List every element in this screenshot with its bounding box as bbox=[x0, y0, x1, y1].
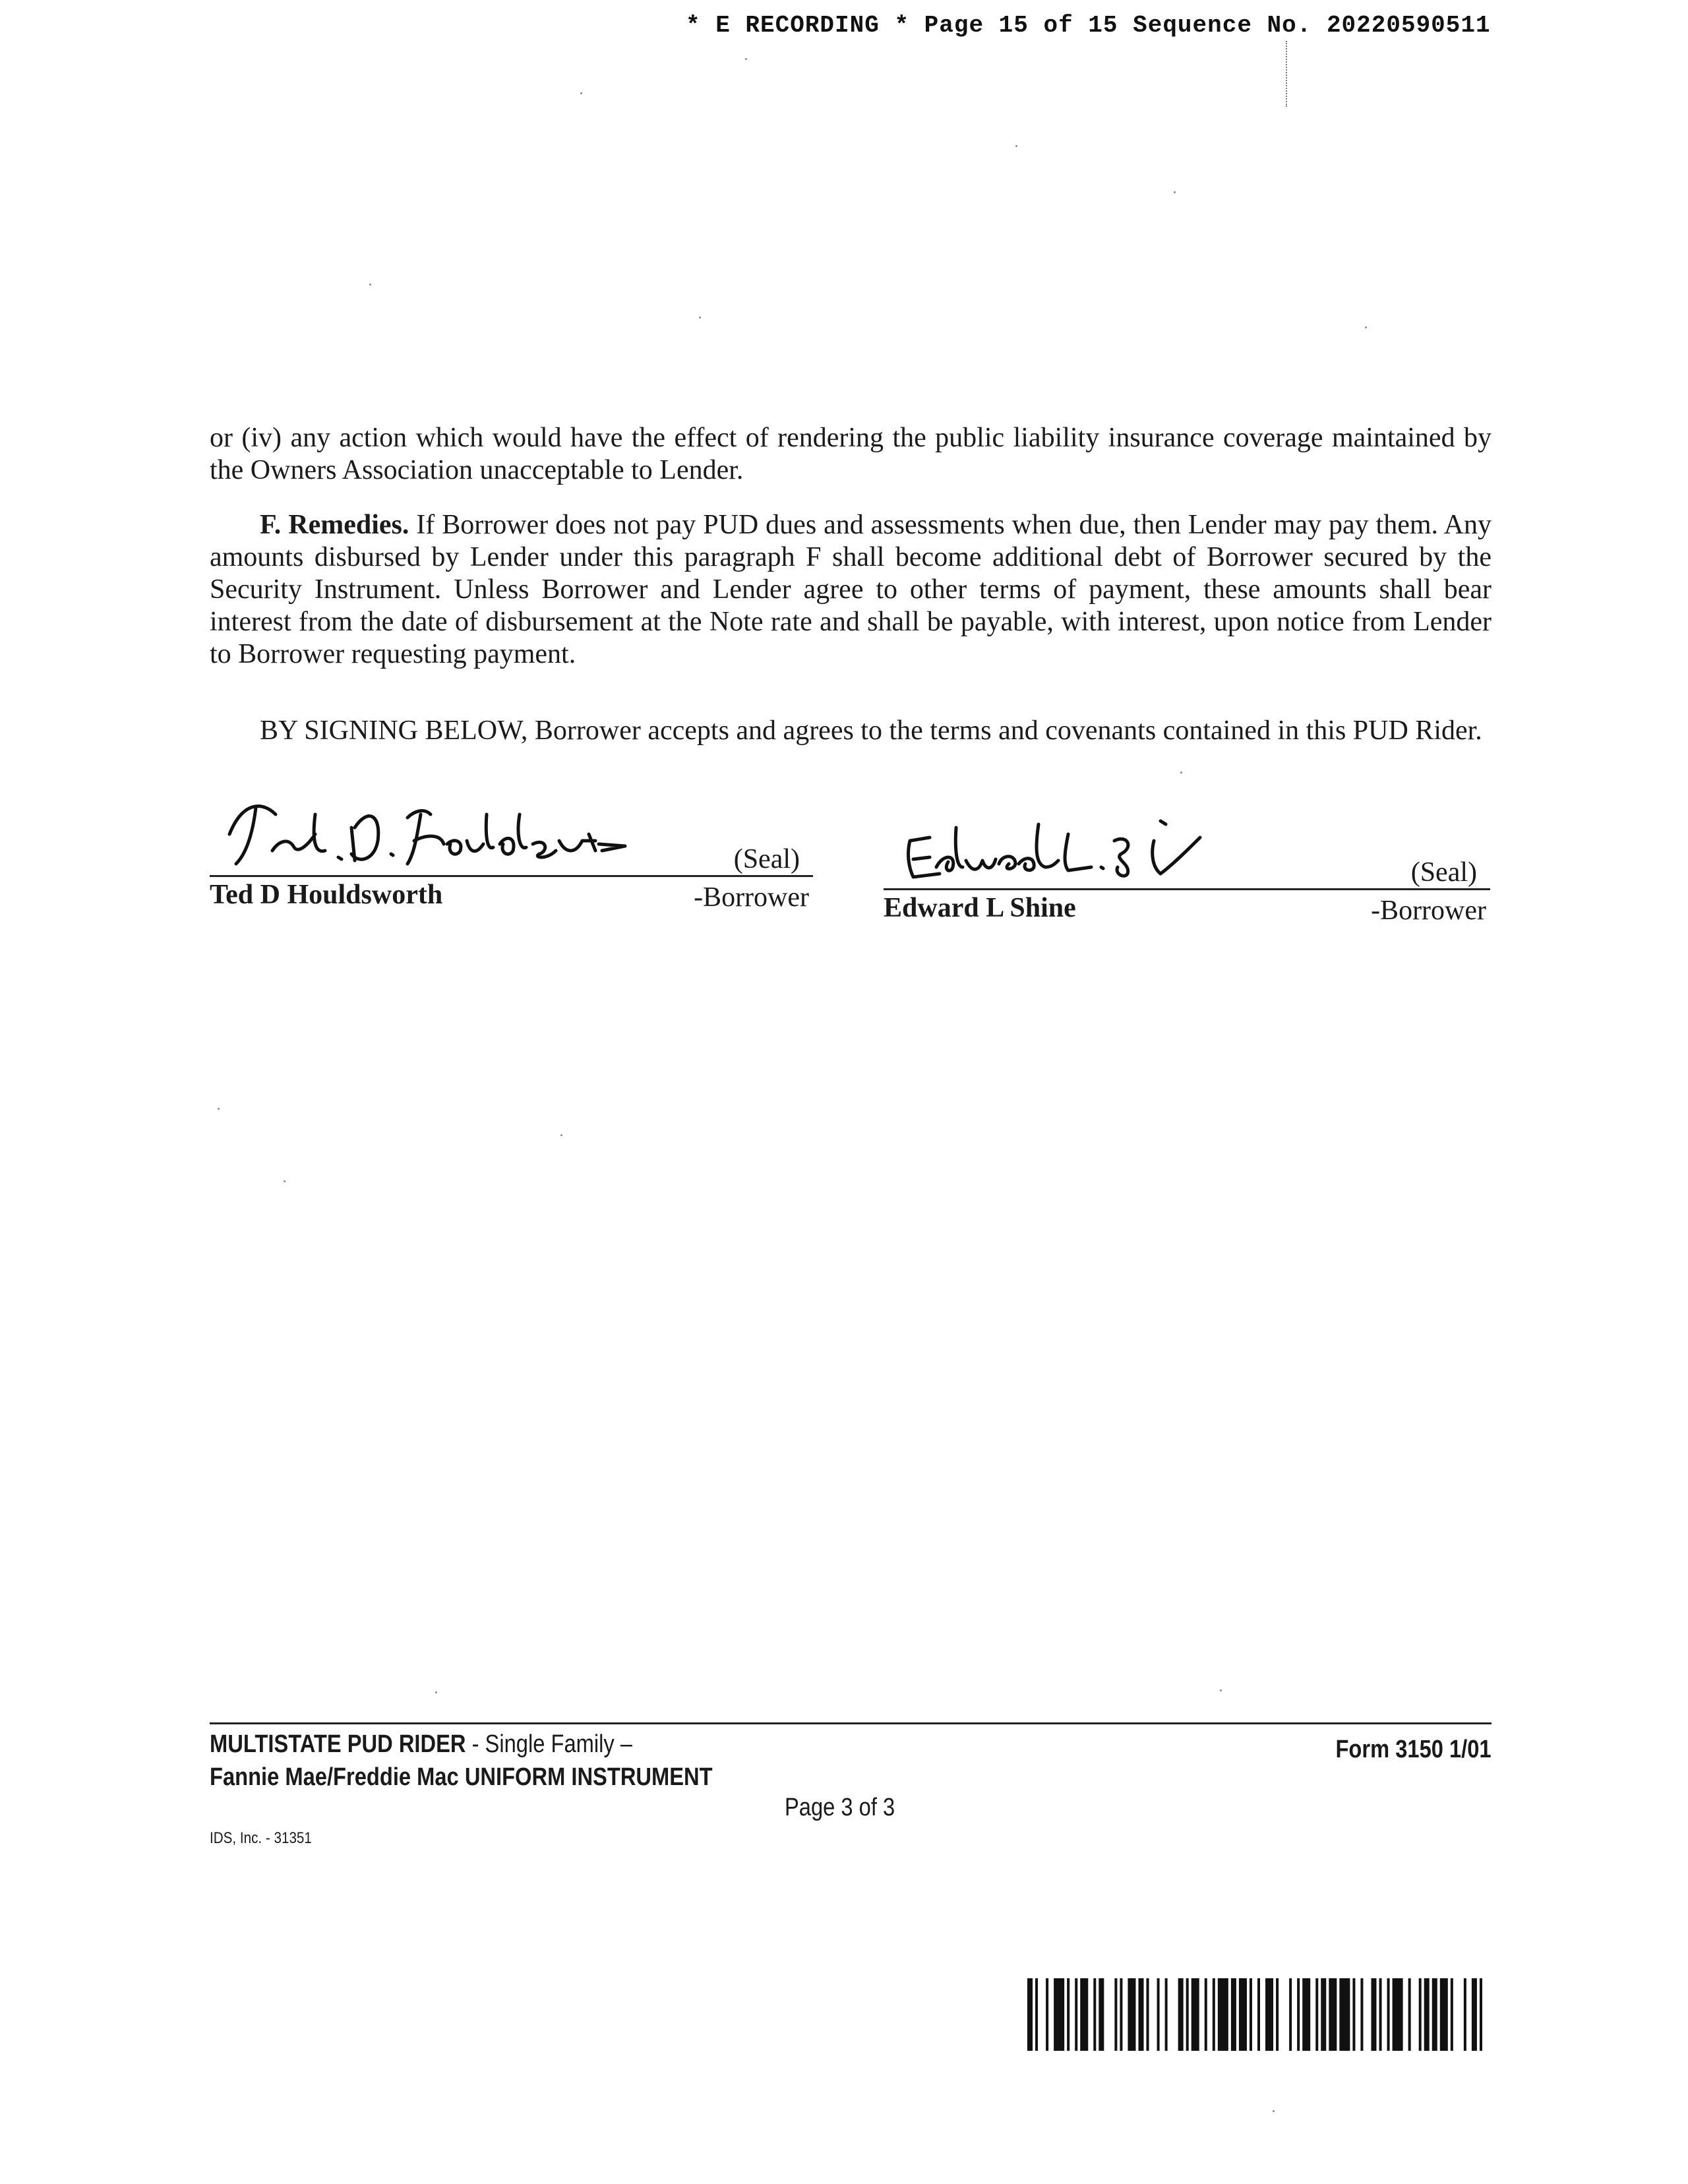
footer-title-line-2: Fannie Mae/Freddie Mac UNIFORM INSTRUMENT bbox=[210, 1763, 713, 1791]
barcode-bar bbox=[1472, 1978, 1477, 2051]
scan-speck bbox=[699, 317, 701, 318]
barcode-bar bbox=[1213, 1978, 1215, 2051]
remedies-heading: F. Remedies. bbox=[260, 510, 409, 540]
barcode-bar bbox=[1464, 1978, 1466, 2051]
handwritten-signature-1 bbox=[216, 788, 638, 874]
paragraph-iv: or (iv) any action which would have the effect of rendering the public liability insurance coverage maintained by the Owners Association unacceptable to Lender. bbox=[210, 423, 1492, 485]
barcode-bar bbox=[1276, 1978, 1279, 2051]
barcode-bar bbox=[1046, 1978, 1048, 2051]
signature-block-borrower-1 bbox=[210, 788, 813, 920]
barcode-bar bbox=[1054, 1978, 1064, 2051]
signature-block-borrower-2 bbox=[884, 801, 1490, 933]
scan-speck bbox=[1273, 2110, 1275, 2112]
barcode-bar bbox=[1178, 1978, 1184, 2051]
footer-form-title bbox=[210, 1728, 713, 1794]
barcode-bar bbox=[1035, 1978, 1038, 2051]
barcode-bar bbox=[1027, 1978, 1033, 2051]
remedies-body: If Borrower does not pay PUD dues and assessments when due, then Lender may pay them. Any amounts disbursed by Lender under this paragraph F shall become additional debt of Borrower secured by the Security Instrument. Unless Borrower and Lender agree to other terms of payment, these amounts shall bear interest from the date of disbursement at the Note rate and shall be payable, with interest, upon notice from Lender to Borrower requesting payment. bbox=[210, 510, 1492, 669]
barcode-bar bbox=[1289, 1978, 1292, 2051]
signer-role-1: -Borrower bbox=[694, 882, 809, 913]
barcode-bar bbox=[1157, 1978, 1160, 2051]
barcode-bar bbox=[1440, 1978, 1448, 2051]
scan-speck bbox=[284, 1180, 286, 1182]
barcode-bar bbox=[1186, 1978, 1189, 2051]
barcode-bar bbox=[1408, 1978, 1411, 2051]
scan-speck bbox=[369, 284, 371, 286]
barcode-bar bbox=[1257, 1978, 1260, 2051]
signer-role-2: -Borrower bbox=[1371, 895, 1486, 926]
seal-label-2: (Seal) bbox=[1410, 857, 1477, 888]
barcode-bar bbox=[1315, 1978, 1318, 2051]
scan-speck bbox=[745, 58, 747, 60]
barcode-bar bbox=[1387, 1978, 1390, 2051]
scan-speck bbox=[1365, 326, 1367, 328]
signer-name-2: Edward L Shine bbox=[884, 893, 1076, 923]
barcode-bar bbox=[1360, 1978, 1363, 2051]
barcode-image bbox=[1027, 1978, 1490, 2051]
barcode-bar bbox=[1128, 1978, 1135, 2051]
barcode-bar bbox=[1265, 1978, 1273, 2051]
barcode-bar bbox=[1480, 1978, 1482, 2051]
barcode-bar bbox=[1432, 1978, 1437, 2051]
barcode-bar bbox=[1218, 1978, 1228, 2051]
paragraph-signing: BY SIGNING BELOW, Borrower accepts and agrees to the terms and covenants contained in this PUD Rider. bbox=[260, 715, 1482, 746]
scan-speck bbox=[218, 1108, 220, 1110]
recording-header: * E RECORDING * Page 15 of 15 Sequence No. 20220590511 bbox=[686, 12, 1491, 39]
barcode-bar bbox=[1419, 1978, 1422, 2051]
scan-speck bbox=[560, 1134, 562, 1136]
barcode-bar bbox=[1138, 1978, 1143, 2051]
seal-label-1: (Seal) bbox=[733, 844, 800, 874]
barcode-bar bbox=[1352, 1978, 1355, 2051]
paragraph-remedies bbox=[210, 509, 1492, 671]
barcode-bar bbox=[1451, 1978, 1453, 2051]
scan-speck bbox=[1180, 772, 1182, 774]
barcode-bar bbox=[1080, 1978, 1088, 2051]
barcode-bar bbox=[1099, 1978, 1104, 2051]
barcode-bar bbox=[1297, 1978, 1300, 2051]
barcode-bar bbox=[1165, 1978, 1168, 2051]
barcode-bar bbox=[1329, 1978, 1337, 2051]
form-number: Form 3150 1/01 bbox=[1335, 1736, 1492, 1763]
footer-divider bbox=[210, 1722, 1492, 1724]
barcode-bar bbox=[1339, 1978, 1350, 2051]
barcode-bar bbox=[1093, 1978, 1096, 2051]
footer-title-bold: MULTISTATE PUD RIDER bbox=[210, 1730, 466, 1758]
scan-speck bbox=[435, 1691, 437, 1693]
scan-speck bbox=[1015, 145, 1017, 147]
barcode-bar bbox=[1371, 1978, 1376, 2051]
barcode-bar bbox=[1147, 1978, 1149, 2051]
barcode-bar bbox=[1120, 1978, 1122, 2051]
barcode-bar bbox=[1067, 1978, 1070, 2051]
barcode-bar bbox=[1075, 1978, 1077, 2051]
signature-line-2 bbox=[884, 888, 1490, 890]
barcode-bar bbox=[1424, 1978, 1430, 2051]
footer-title-line-1 bbox=[210, 1728, 713, 1761]
page-number: Page 3 of 3 bbox=[785, 1794, 895, 1821]
barcode-bar bbox=[1302, 1978, 1310, 2051]
barcode-bar bbox=[1191, 1978, 1199, 2051]
scan-speck bbox=[1174, 191, 1176, 193]
header-tick-mark bbox=[1286, 41, 1288, 107]
barcode-bar bbox=[1239, 1978, 1247, 2051]
barcode-bar bbox=[1205, 1978, 1207, 2051]
signer-name-1: Ted D Houldsworth bbox=[210, 880, 443, 910]
vendor-id: IDS, Inc. - 31351 bbox=[210, 1829, 312, 1847]
footer-title-rest: - Single Family – bbox=[466, 1730, 632, 1758]
handwritten-signature-2 bbox=[890, 801, 1312, 887]
barcode-bar bbox=[1321, 1978, 1326, 2051]
signature-line-1 bbox=[210, 875, 813, 877]
scan-speck bbox=[1220, 1689, 1222, 1691]
barcode-bar bbox=[1250, 1978, 1252, 2051]
barcode-bar bbox=[1231, 1978, 1236, 2051]
barcode-bar bbox=[1114, 1978, 1117, 2051]
barcode-bar bbox=[1379, 1978, 1382, 2051]
barcode-bar bbox=[1393, 1978, 1403, 2051]
scan-speck bbox=[580, 92, 582, 94]
